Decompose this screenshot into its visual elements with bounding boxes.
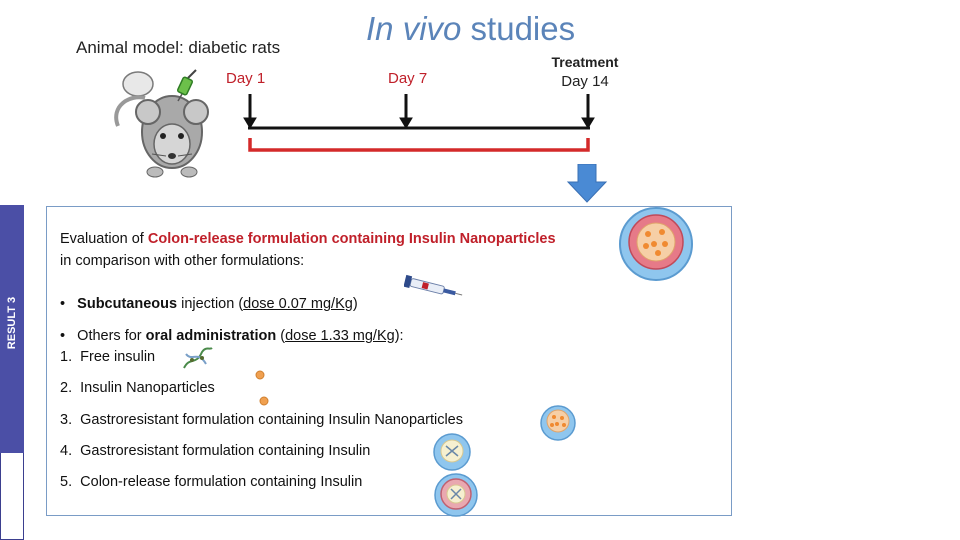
evaluation-line1 [60, 231, 556, 247]
syringe-icon [174, 68, 200, 102]
item-text: Gastroresistant formulation containing Insulin [80, 443, 371, 459]
treatment-text: Treatment [551, 54, 619, 70]
arrow-down-icon [566, 164, 608, 204]
formulation-item-1 [60, 349, 155, 365]
item-number: 2. [60, 380, 73, 396]
item-number: 1. [60, 349, 73, 365]
oral-start: Others for [77, 328, 146, 344]
formulation-item-4 [60, 443, 370, 459]
oral-end: ): [394, 328, 404, 344]
title-italic: In vivo [366, 10, 462, 47]
subcutaneous-middle: injection ( [177, 296, 244, 312]
formulation-item-2 [60, 380, 215, 396]
page-title [366, 10, 575, 48]
evaluation-prefix: Evaluation of [60, 231, 148, 247]
side-tab-label: RESULT 3 [6, 296, 18, 350]
day1-label: Day 1 [226, 70, 266, 87]
item-text: Insulin Nanoparticles [80, 380, 215, 396]
nanoparticle-icon [250, 368, 274, 408]
item-text: Free insulin [80, 349, 156, 365]
injection-syringe-icon [404, 274, 464, 302]
subcutaneous-dose: dose 0.07 mg/Kg [243, 296, 353, 312]
formulation-item-5 [60, 474, 362, 490]
insulin-molecule-icon [180, 344, 214, 374]
subcutaneous-item [60, 296, 358, 312]
oral-bold: oral administration [145, 328, 277, 344]
item-number: 3. [60, 412, 73, 428]
subcutaneous-bold: Subcutaneous [77, 296, 178, 312]
item-number: 5. [60, 474, 73, 490]
gastroresistant-nanoparticle-capsule-icon [538, 404, 578, 442]
treatment-bracket [250, 138, 588, 150]
timeline-arrows [244, 94, 594, 128]
rat-icon [110, 66, 220, 181]
animal-model-label: Animal model: diabetic rats [76, 38, 281, 57]
subcutaneous-end: ) [352, 296, 358, 312]
timeline [238, 94, 598, 156]
gastroresistant-insulin-capsule-icon [430, 432, 474, 472]
colon-release-insulin-capsule-icon [432, 472, 480, 518]
evaluation-line2: in comparison with other formulations: [60, 253, 305, 269]
evaluation-highlight: Colon-release formulation containing Insulin Nanoparticles [147, 231, 556, 247]
day7-label: Day 7 [388, 70, 428, 87]
colon-release-nanoparticle-capsule-icon [618, 206, 694, 282]
bullet: • [60, 296, 66, 312]
oral-dose: dose 1.33 mg/Kg [285, 328, 395, 344]
treatment-label [540, 53, 630, 91]
formulation-item-3 [60, 412, 463, 428]
title-rest: studies [461, 10, 576, 47]
item-text: Colon-release formulation containing Insulin [80, 474, 363, 490]
treatment-day-text: Day 14 [561, 73, 609, 90]
bullet: • [60, 328, 66, 344]
item-number: 4. [60, 443, 73, 459]
item-text: Gastroresistant formulation containing Insulin Nanoparticles [80, 412, 463, 428]
oral-item [60, 328, 404, 344]
oral-middle: ( [276, 328, 286, 344]
